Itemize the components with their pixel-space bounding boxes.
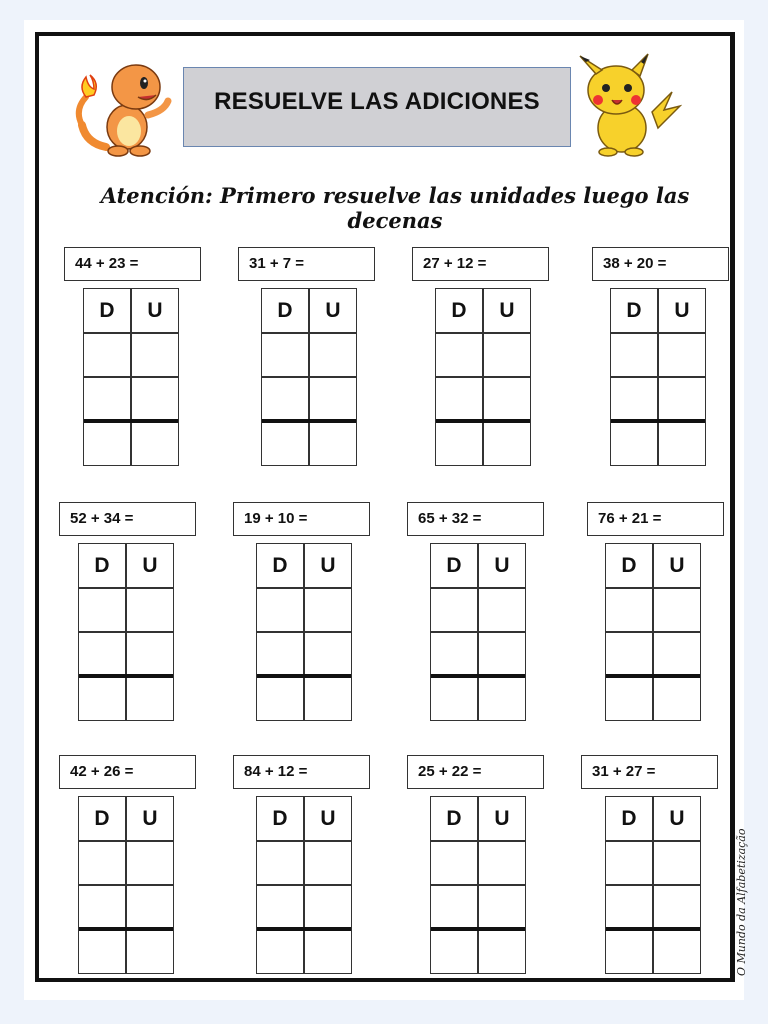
tens-header: D: [94, 554, 110, 577]
units-header: U: [494, 554, 510, 577]
answer-grid[interactable]: [261, 288, 357, 466]
sum-line: [431, 674, 525, 678]
answer-grid[interactable]: [256, 543, 352, 721]
tens-header: D: [621, 554, 637, 577]
units-header: U: [320, 807, 336, 830]
sum-line: [257, 674, 351, 678]
equation-box[interactable]: 27 + 12 =: [412, 247, 549, 281]
answer-grid[interactable]: [430, 796, 526, 974]
pikachu-illustration: [572, 52, 682, 157]
units-header: U: [669, 807, 685, 830]
units-header: U: [142, 807, 158, 830]
tens-header: D: [626, 299, 642, 322]
answer-grid[interactable]: [78, 543, 174, 721]
tens-header: D: [99, 299, 115, 322]
units-header: U: [669, 554, 685, 577]
charmander-illustration: [72, 55, 177, 160]
units-header: U: [147, 299, 163, 322]
equation-box[interactable]: 76 + 21 =: [587, 502, 724, 536]
tens-header: D: [272, 807, 288, 830]
tens-header: D: [272, 554, 288, 577]
sum-line: [257, 927, 351, 931]
watermark-text: O Mundo da Alfabetização: [735, 828, 748, 976]
equation-box[interactable]: 65 + 32 =: [407, 502, 544, 536]
tens-header: D: [621, 807, 637, 830]
equation-box[interactable]: 42 + 26 =: [59, 755, 196, 789]
sum-line: [262, 419, 356, 423]
tens-header: D: [451, 299, 467, 322]
answer-grid[interactable]: [435, 288, 531, 466]
sum-line: [79, 927, 173, 931]
equation-box[interactable]: 31 + 7 =: [238, 247, 375, 281]
sum-line: [79, 674, 173, 678]
tens-header: D: [446, 554, 462, 577]
equation-box[interactable]: 19 + 10 =: [233, 502, 370, 536]
sum-line: [606, 927, 700, 931]
units-header: U: [674, 299, 690, 322]
sum-line: [611, 419, 705, 423]
units-header: U: [325, 299, 341, 322]
sum-line: [606, 674, 700, 678]
equation-box[interactable]: 31 + 27 =: [581, 755, 718, 789]
answer-grid[interactable]: [78, 796, 174, 974]
instruction-text: Atención: Primero resuelve las unidades luego las decenas: [100, 183, 690, 233]
equation-box[interactable]: 38 + 20 =: [592, 247, 729, 281]
units-header: U: [320, 554, 336, 577]
equation-box[interactable]: 84 + 12 =: [233, 755, 370, 789]
tens-header: D: [277, 299, 293, 322]
answer-grid[interactable]: [256, 796, 352, 974]
page-title: RESUELVE LAS ADICIONES: [214, 88, 540, 115]
units-header: U: [499, 299, 515, 322]
equation-box[interactable]: 25 + 22 =: [407, 755, 544, 789]
answer-grid[interactable]: [83, 288, 179, 466]
sum-line: [436, 419, 530, 423]
tens-header: D: [446, 807, 462, 830]
answer-grid[interactable]: [610, 288, 706, 466]
watermark: [733, 776, 753, 976]
tens-header: D: [94, 807, 110, 830]
answer-grid[interactable]: [430, 543, 526, 721]
equation-box[interactable]: 52 + 34 =: [59, 502, 196, 536]
title-box: [183, 67, 571, 147]
answer-grid[interactable]: [605, 796, 701, 974]
equation-box[interactable]: 44 + 23 =: [64, 247, 201, 281]
sum-line: [84, 419, 178, 423]
sum-line: [431, 927, 525, 931]
answer-grid[interactable]: [605, 543, 701, 721]
units-header: U: [142, 554, 158, 577]
units-header: U: [494, 807, 510, 830]
